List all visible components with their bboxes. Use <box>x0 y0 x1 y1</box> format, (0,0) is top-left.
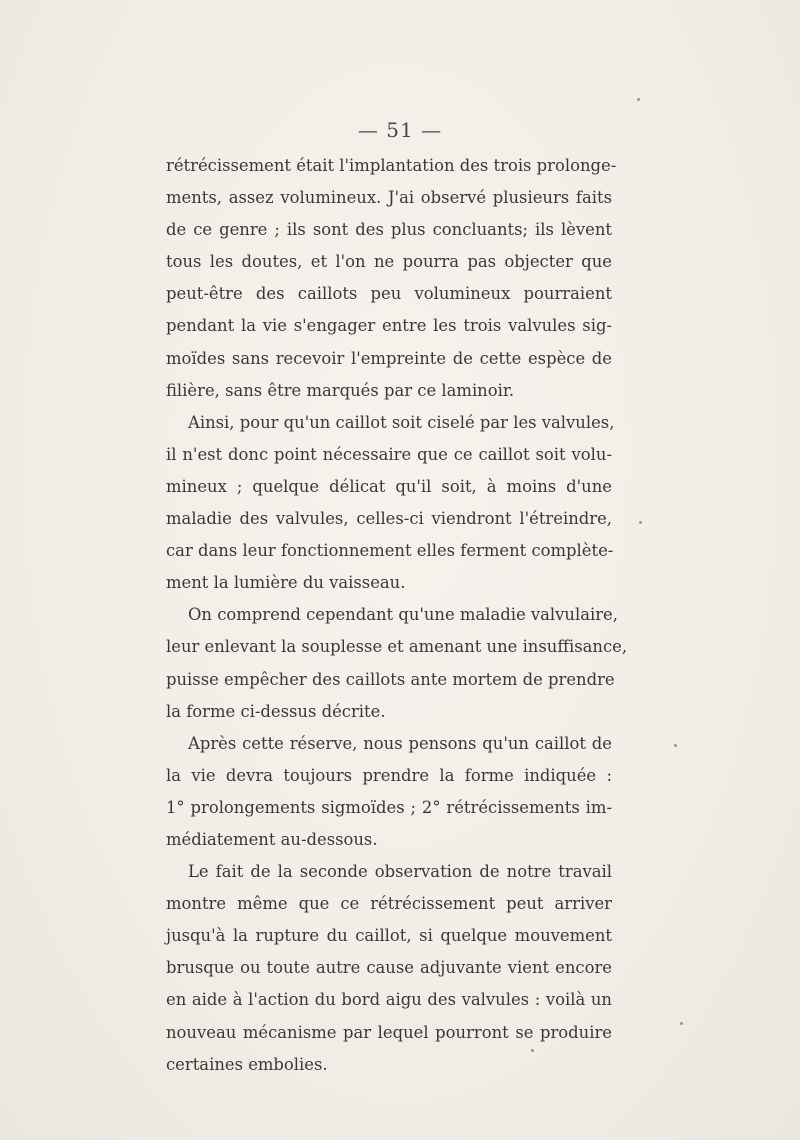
text-line: certaines embolies. <box>166 1054 328 1074</box>
text-line: puisse empêcher des caillots ante mortem de prendre <box>166 669 615 689</box>
paper-speck <box>531 1049 534 1052</box>
text-line: montre même que ce rétrécissement peut arriver <box>166 894 612 914</box>
text-line: brusque ou toute autre cause adjuvante vient encore <box>166 958 612 978</box>
text-line: ment la lumière du vaisseau. <box>166 573 406 593</box>
text-line: maladie des valvules, celles-ci viendront l'étreindre, <box>166 509 612 529</box>
body-text <box>166 150 628 1081</box>
text-line: leur enlevant la souplesse et amenant une insuffisance, <box>166 637 628 657</box>
text-line: tous les doutes, et l'on ne pourra pas objecter que <box>166 252 612 272</box>
text-line: médiatement au-dessous. <box>166 829 378 849</box>
text-line: il n'est donc point nécessaire que ce caillot soit volu- <box>166 444 612 464</box>
text-line: Ainsi, pour qu'un caillot soit ciselé par les valvules, <box>188 412 615 432</box>
text-line: On comprend cependant qu'une maladie valvulaire, <box>188 605 618 625</box>
text-line: nouveau mécanisme par lequel pourront se produire <box>166 1022 612 1042</box>
text-line: jusqu'à la rupture du caillot, si quelque mouvement <box>166 926 612 946</box>
text-line: mineux ; quelque délicat qu'il soit, à moins d'une <box>166 476 612 496</box>
text-line: peut-être des caillots peu volumineux pourraient <box>166 284 612 304</box>
paper-speck <box>639 521 642 524</box>
text-line: Le fait de la seconde observation de notre travail <box>188 862 612 882</box>
text-line: de ce genre ; ils sont des plus concluants; ils lèvent <box>166 220 612 240</box>
text-line: filière, sans être marqués par ce laminoir. <box>166 380 515 400</box>
text-line: la forme ci-dessus décrite. <box>166 701 386 721</box>
text-line: moïdes sans recevoir l'empreinte de cette espèce de <box>166 348 612 368</box>
paper-speck <box>674 744 677 747</box>
text-line: en aide à l'action du bord aigu des valvules : voilà un <box>166 990 612 1010</box>
paper-speck <box>637 98 640 101</box>
text-line: ments, assez volumineux. J'ai observé plusieurs faits <box>166 188 612 208</box>
text-line: Après cette réserve, nous pensons qu'un caillot de <box>188 733 612 753</box>
text-line: 1° prolongements sigmoïdes ; 2° rétrécissements im- <box>166 797 612 817</box>
text-line: la vie devra toujours prendre la forme indiquée : <box>166 765 612 785</box>
text-line: rétrécissement était l'implantation des trois prolonge- <box>166 156 617 175</box>
text-line: pendant la vie s'engager entre les trois valvules sig- <box>166 316 612 336</box>
paper-speck <box>680 1022 683 1025</box>
text-line: car dans leur fonctionnement elles ferment complète- <box>166 541 614 561</box>
page-number: — 51 — <box>357 118 443 142</box>
